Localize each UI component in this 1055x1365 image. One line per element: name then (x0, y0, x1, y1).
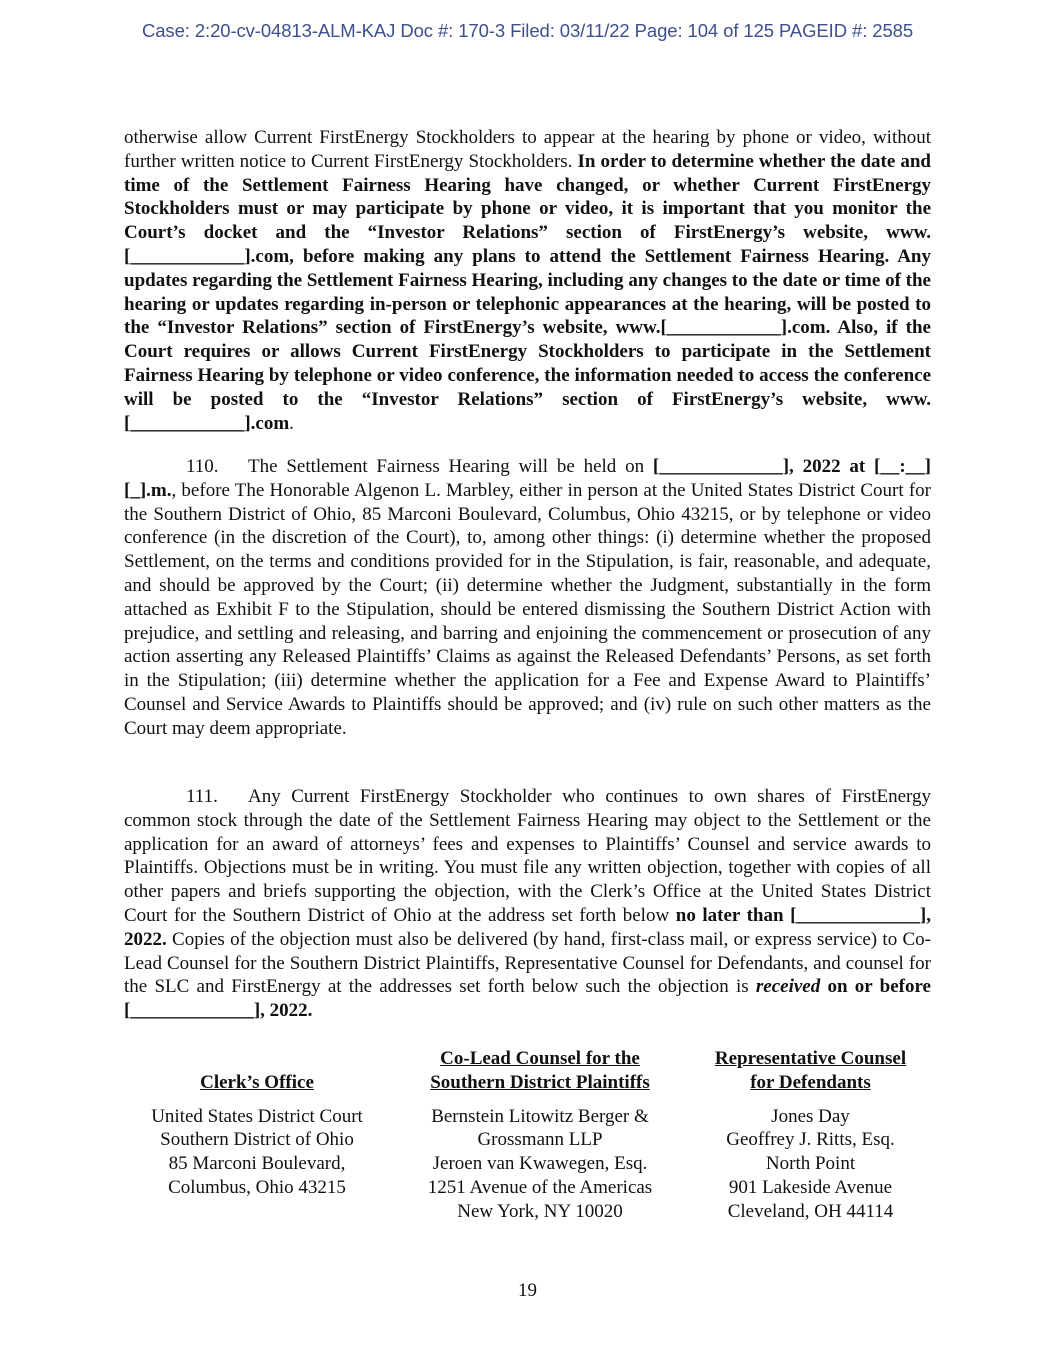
address-line: New York, NY 10020 (457, 1200, 623, 1222)
text: Copies of the objection must also be delivered (by hand, first-class mail, or express service) to Co-Lead Counsel for the Southern District Plaintiffs, Representative Counsel for Defendants, and counsel for the SLC and FirstEnergy at the addresses set forth below such the objection is (124, 928, 931, 998)
bold-text: [_____________], 2022 at [__:__] [_].m. (124, 456, 931, 501)
case-header: Case: 2:20-cv-04813-ALM-KAJ Doc #: 170-3 Filed: 03/11/22 Page: 104 of 125 PAGEID #: 2585 (141, 20, 914, 41)
address-heading: Representative Counsel (714, 1048, 907, 1069)
address-line: Cleveland, OH 44114 (727, 1200, 894, 1222)
address-line: 85 Marconi Boulevard, (168, 1153, 346, 1175)
address-line: Grossmann LLP (477, 1129, 603, 1151)
paragraph-number: 110. (186, 456, 219, 477)
address-line: North Point (765, 1153, 856, 1175)
address-line: Southern District of Ohio (160, 1129, 354, 1151)
address-line: 901 Lakeside Avenue (728, 1176, 893, 1198)
address-heading: Southern District Plaintiffs (430, 1071, 650, 1093)
text: The Settlement Fairness Hearing will be held on (248, 456, 653, 477)
bold-text: on or before [_____________], 2022. (124, 976, 931, 1022)
bold-text: In order to determine whether the date and time of the Settlement Fairness Hearing have changed, or whether Current FirstEnergy Stockholders must or may participate by phone or video, it is important that you monitor the Court’s docket and the “Investor Relations” section of FirstEnergy’s website, www.[____________].com, before making any plans to attend the Settlement Fairness Hearing. Any updates regarding the Settlement Fairness Hearing, including any changes to the date or time of the hearing or updates regarding in-person or telephonic appearances at the hearing, will be posted to the “Investor Relations” section of FirstEnergy’s website, www.[____________].com. Also, if the Court requires or allows Current FirstEnergy Stockholders to participate in the Settlement Fairness Hearing by telephone or video conference, the information needed to access the conference will be posted to the “Investor Relations” section of FirstEnergy’s website, www.[____________].com (124, 150, 931, 434)
paragraph-number: 111. (186, 786, 218, 807)
address-line: Jones Day (771, 1105, 850, 1127)
text: Any Current FirstEnergy Stockholder who continues to own shares of FirstEnergy common stock through the date of the Settlement Fairness Hearing may object to the Settlement or the application for an award of attorneys’ fees and expenses to Plaintiffs’ Counsel and service awards to Plaintiffs. Objections must be in writing. You must file any written objection, together with copies of all other papers and briefs supporting the objection, with the Clerk’s Office at the United States District Court for the Southern District of Ohio at the address set forth below (124, 786, 931, 926)
address-line: Bernstein Litowitz Berger & (431, 1105, 649, 1127)
paragraph-110 (124, 455, 931, 741)
address-line: 1251 Avenue of the Americas (427, 1176, 653, 1198)
address-heading: for Defendants (750, 1071, 871, 1093)
paragraph-continued (124, 126, 931, 435)
address-heading: Clerk’s Office (200, 1071, 314, 1093)
address-line: United States District Court (151, 1105, 363, 1127)
text: , before The Honorable Algenon L. Marbley, either in person at the United States District Court for the Southern District of Ohio, 85 Marconi Boulevard, Columbus, Ohio 43215, or by telephone or video conference (in the discretion of the Court), to, among other things: (i) determine whether the proposed Settlement, on the terms and conditions provided for in the Stipulation, is fair, reasonable, and adequate, and should be approved by the Court; (ii) determine whether the Judgment, substantially in the form attached as Exhibit F to the Stipulation, should be entered dismissing the Southern District Action with prejudice, and settling and releasing, and barring and enjoining the commencement or prosecution of any action asserting any Released Plaintiffs’ Claims as against the Released Defendants’ Persons, as set forth in the Stipulation; (iii) determine whether the application for a Fee and Expense Award to Plaintiffs’ Counsel and Service Awards to Plaintiffs should be approved; and (iv) rule on such other matters as the Court may deem appropriate. (124, 479, 931, 739)
paragraph-111 (124, 785, 931, 1023)
address-table (124, 1047, 931, 1224)
text: otherwise allow Current FirstEnergy Stockholders to appear at the hearing by phone or video, without further written notice to Current FirstEnergy Stockholders. (124, 127, 931, 172)
address-line: Jeroen van Kwawegen, Esq. (432, 1153, 648, 1175)
address-representative-counsel (690, 1047, 931, 1224)
address-heading: Co-Lead Counsel for the (440, 1048, 640, 1069)
address-co-lead-counsel (390, 1047, 690, 1224)
bold-text: no later than [_____________], 2022. (124, 904, 931, 950)
bold-italic-text: received (755, 976, 821, 998)
text: . (289, 412, 294, 434)
address-line: Columbus, Ohio 43215 (168, 1176, 346, 1198)
page-number: 19 (518, 1280, 537, 1301)
address-line: Geoffrey J. Ritts, Esq. (726, 1129, 895, 1151)
address-clerks-office (124, 1047, 390, 1224)
